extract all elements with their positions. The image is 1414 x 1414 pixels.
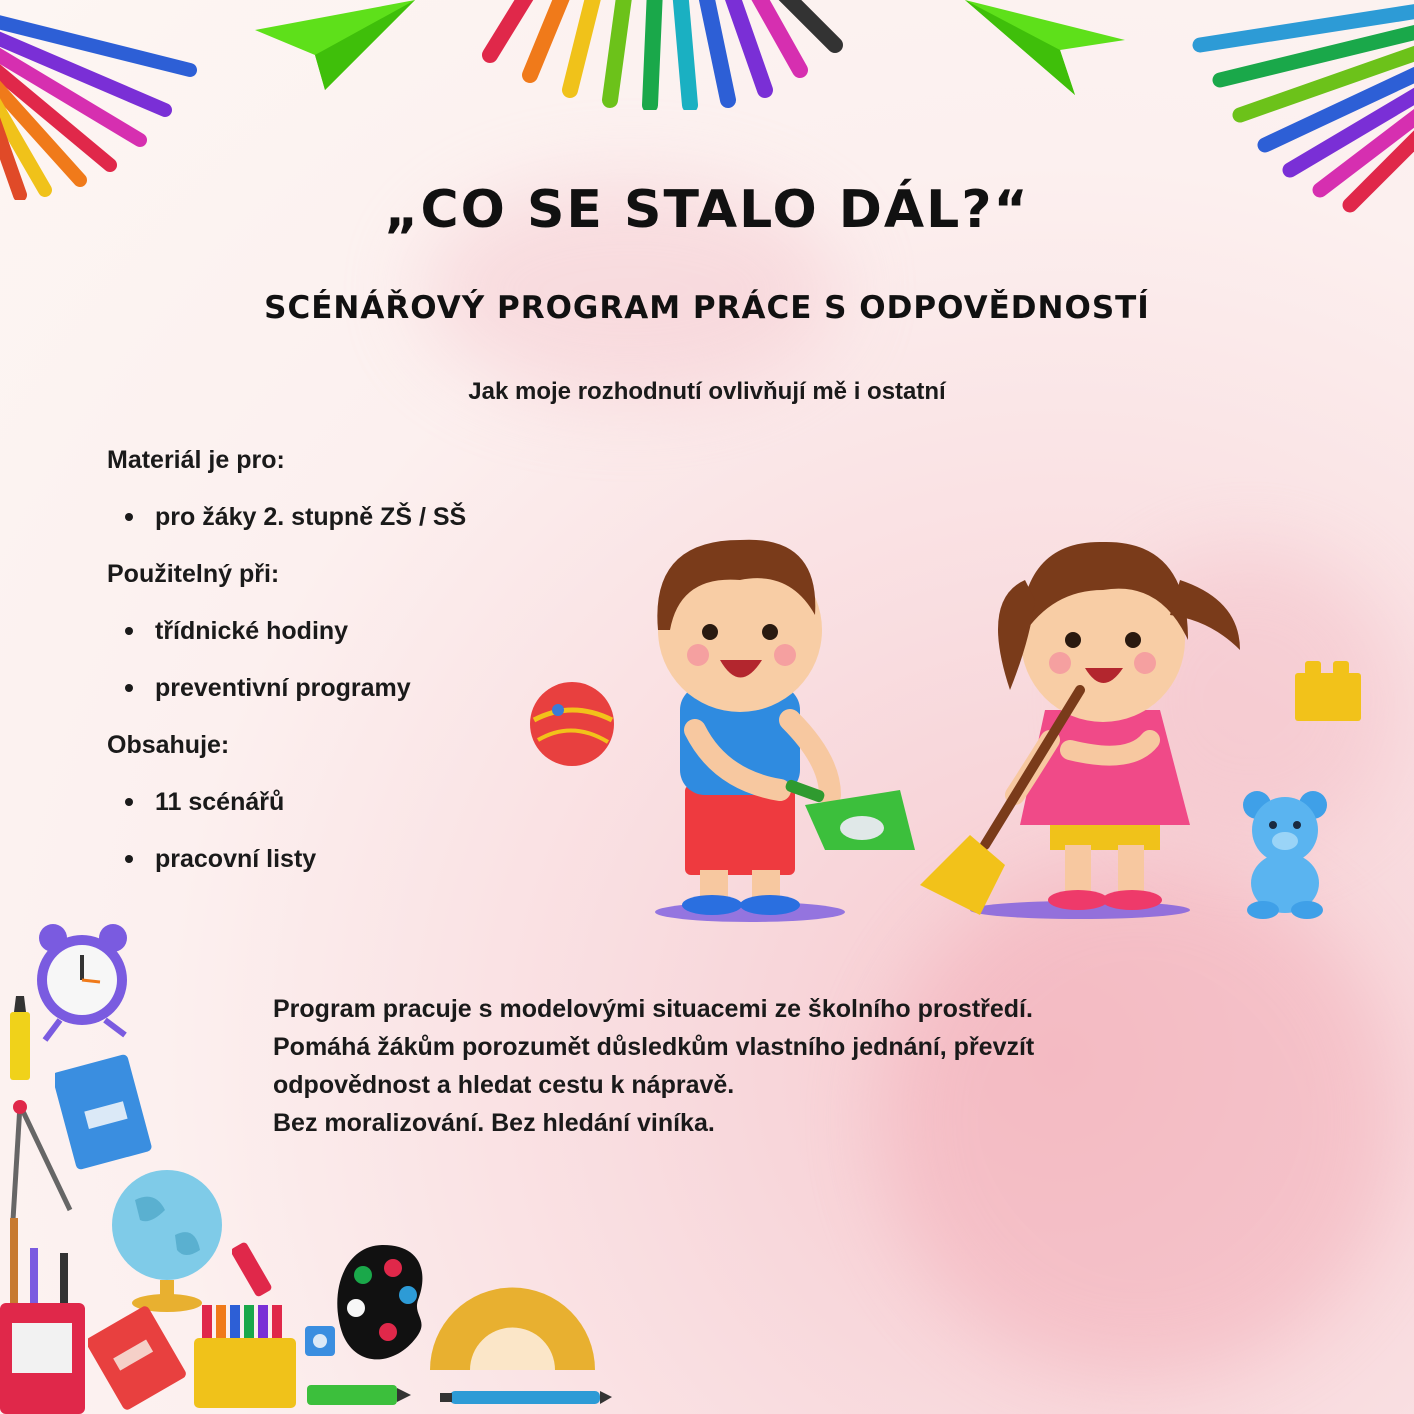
protractor-icon — [425, 1275, 600, 1375]
list-item: pro žáky 2. stupně ZŠ / SŠ — [107, 497, 577, 554]
list-item: pracovní listy — [107, 839, 577, 896]
marker-icon — [305, 1380, 415, 1410]
children-cleaning-illustration — [640, 520, 1260, 925]
section-heading-usage: Použitelný při: — [107, 560, 280, 588]
marker-icon — [232, 1232, 282, 1300]
paint-palette-icon — [328, 1240, 438, 1370]
program-description — [273, 990, 1273, 1142]
alarm-clock-icon — [25, 920, 140, 1050]
paper-plane-icon — [255, 0, 425, 95]
ball-icon — [528, 680, 618, 768]
colored-pencils-icon — [0, 0, 200, 200]
teddy-bear-icon — [1235, 785, 1335, 920]
list-item: 11 scénářů — [107, 782, 577, 839]
colored-pencils-icon — [470, 0, 860, 110]
description-line: odpovědnost a hledat cestu k nápravě. — [273, 1071, 735, 1099]
paper-plane-icon — [965, 0, 1125, 95]
pencil-cup-icon — [0, 1218, 95, 1414]
list-item: třídnické hodiny — [107, 611, 577, 668]
toy-block-icon — [1293, 655, 1365, 725]
highlighter-icon — [6, 992, 34, 1082]
tagline: Jak moje rozhodnutí ovlivňují mě i ostatní — [468, 378, 946, 405]
description-line: Bez moralizování. Bez hledání viníka. — [273, 1109, 715, 1137]
section-heading-contents: Obsahuje: — [107, 731, 230, 759]
info-list — [107, 440, 577, 896]
description-line: Program pracuje s modelovými situacemi ze školního prostředí. — [273, 995, 1033, 1023]
pen-icon — [440, 1385, 615, 1410]
globe-icon — [105, 1165, 235, 1315]
page-subtitle: SCÉNÁŘOVÝ PROGRAM PRÁCE S ODPOVĚDNOSTÍ — [264, 290, 1150, 326]
list-item: preventivní programy — [107, 668, 577, 725]
crayons-icon — [192, 1300, 302, 1410]
notebook-icon — [88, 1305, 188, 1410]
page-title: „CO SE STALO DÁL?“ — [384, 180, 1030, 240]
description-line: Pomáhá žákům porozumět důsledkům vlastního jednání, převzít — [273, 1033, 1035, 1061]
compass-icon — [5, 1095, 80, 1225]
section-heading-audience: Materiál je pro: — [107, 446, 285, 474]
